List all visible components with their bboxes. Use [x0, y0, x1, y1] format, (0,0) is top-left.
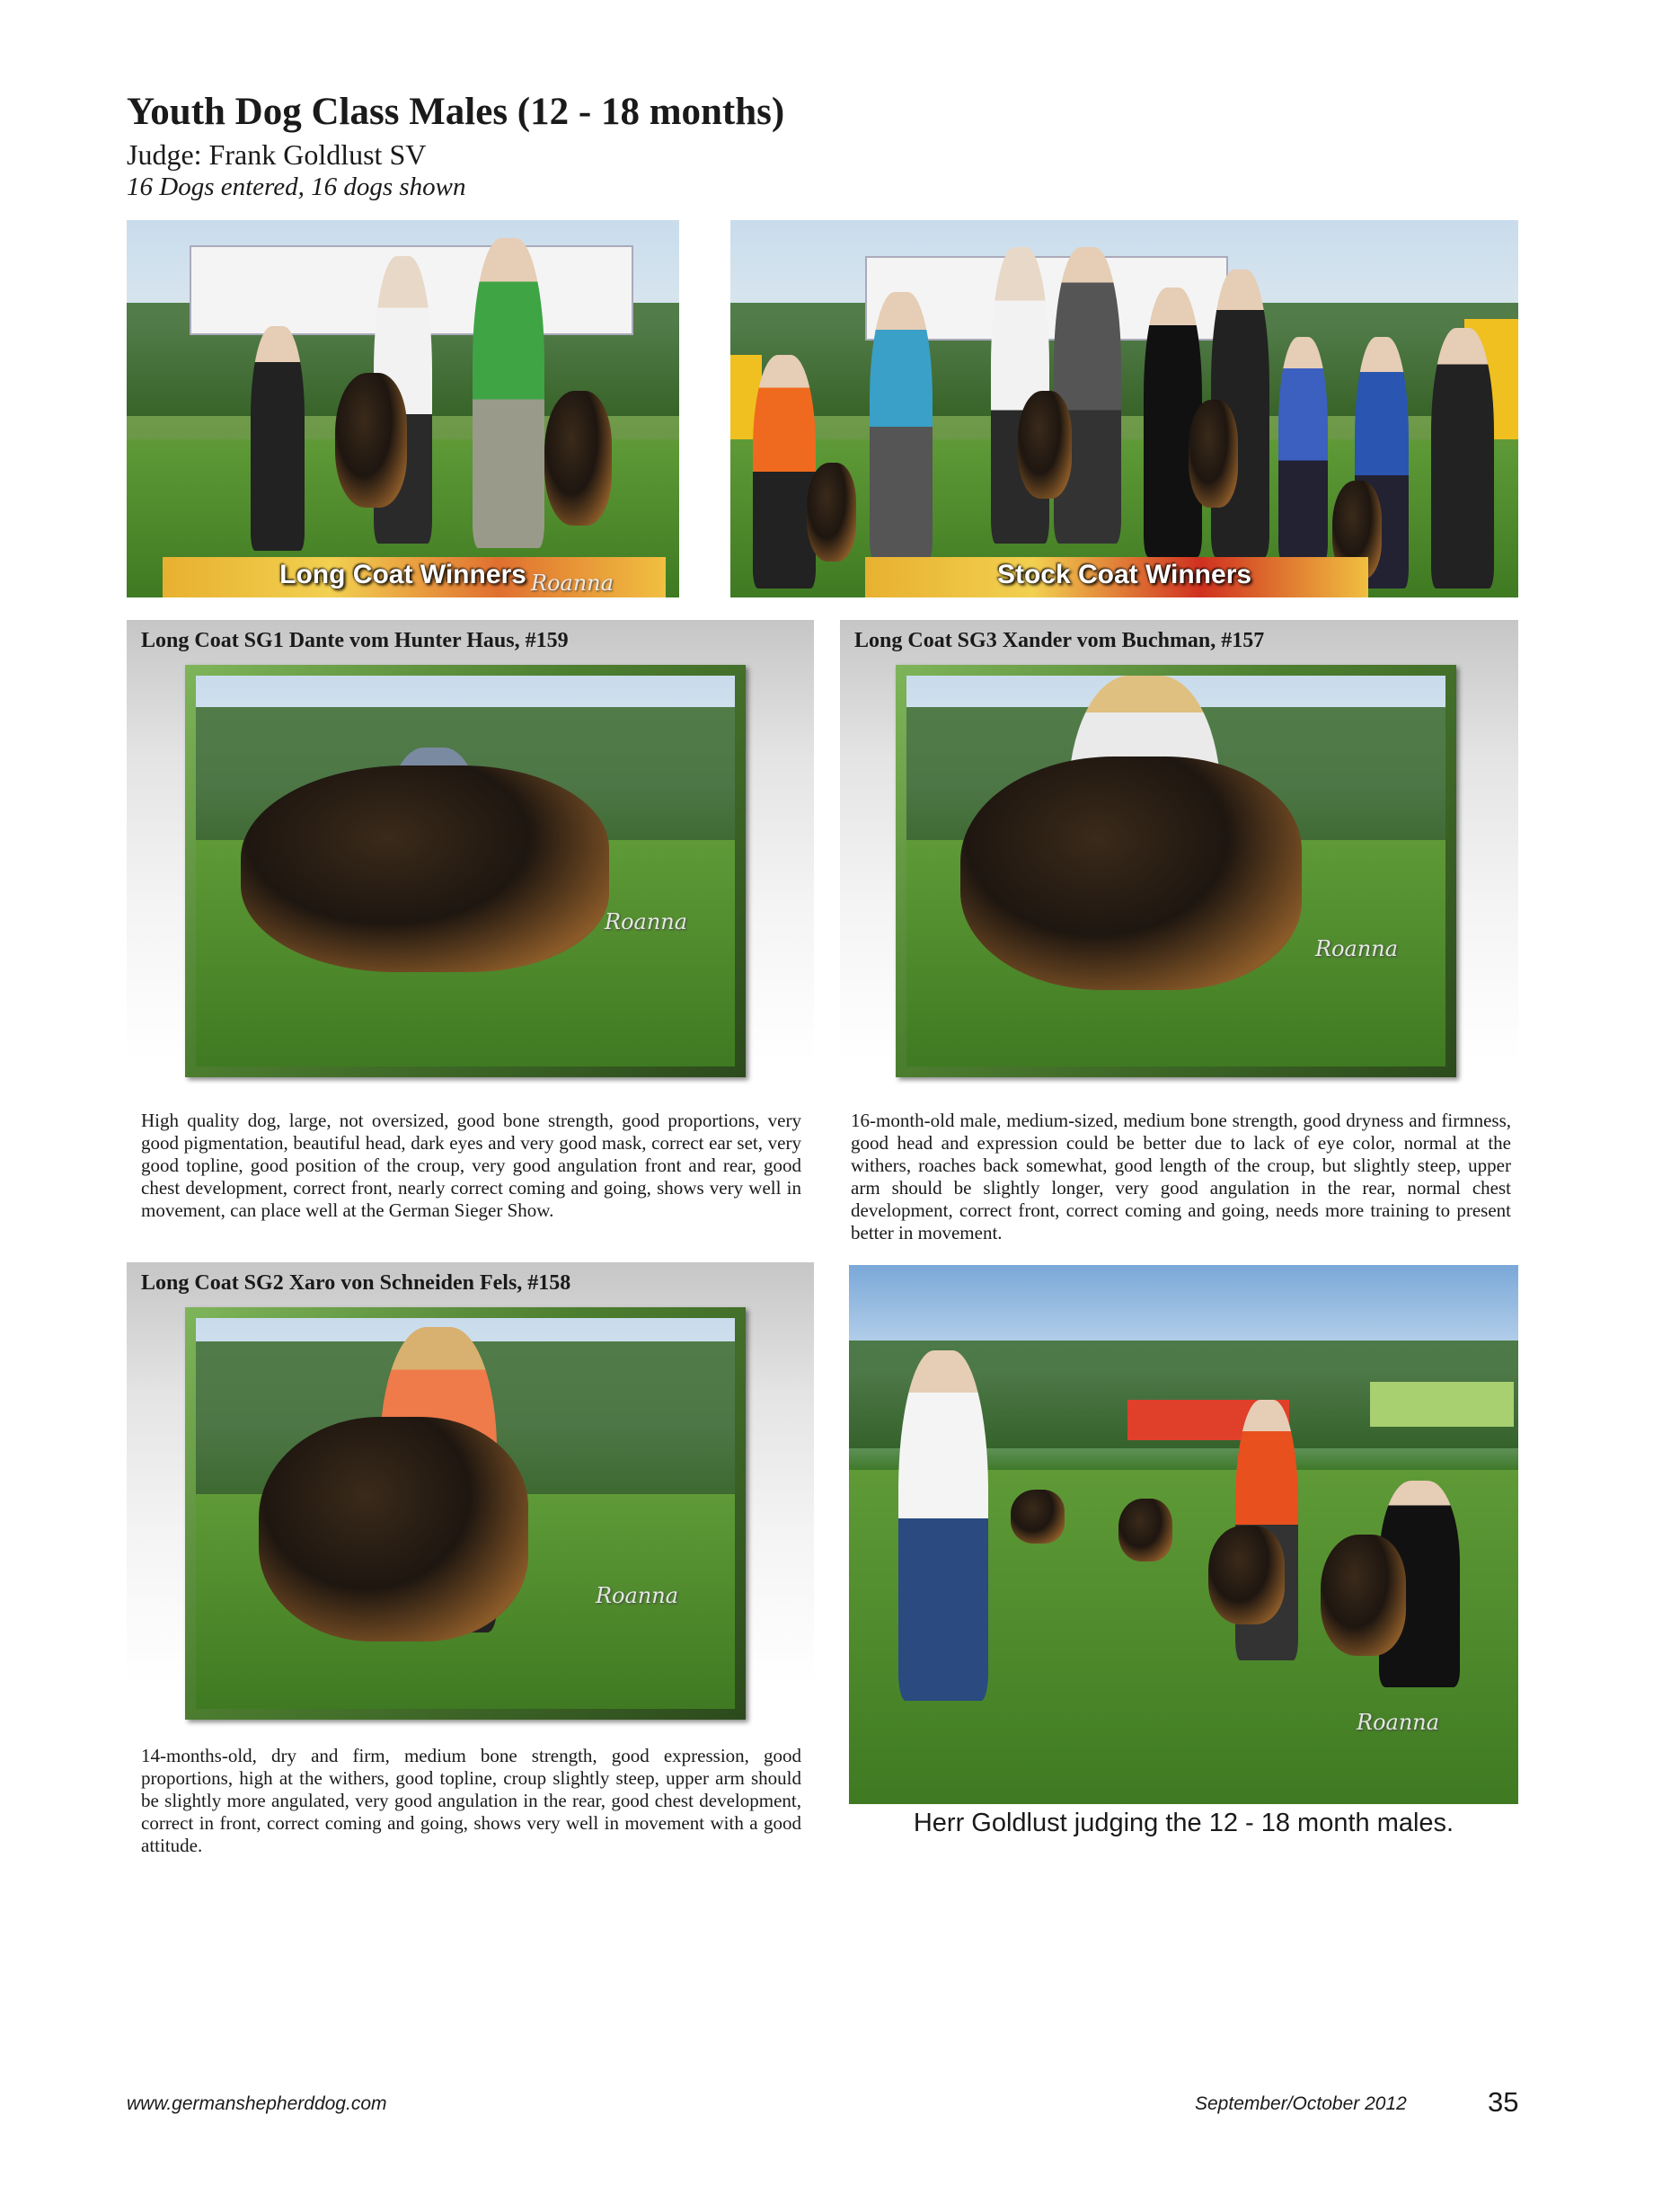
footer-date: September/October 2012 [1195, 2093, 1407, 2114]
stock-coat-winners-caption: Stock Coat Winners [996, 560, 1252, 589]
judge-line: Judge: Frank Goldlust SV [127, 138, 427, 171]
photo-watermark: Roanna [531, 571, 614, 596]
long-coat-winners-photo [127, 220, 679, 597]
photo-watermark: Roanna [1315, 936, 1399, 961]
photo-watermark: Roanna [605, 909, 688, 934]
photo-watermark: Roanna [1357, 1710, 1440, 1735]
sg1-description: High quality dog, large, not oversized, good bone strength, good proportions, very good pigmentation, beautiful head, dark eyes and very good mask, correct ear set, very good topline, good position of the croup, very good angulation front and rear, good chest development, correct front, nearly correct coming and going, shows very well in movement, can place well at the German Sieger Show. [141, 1110, 801, 1221]
sg2-panel [127, 1262, 814, 1864]
long-coat-winners-caption: Long Coat Winners [279, 560, 526, 589]
judging-photo [849, 1265, 1518, 1804]
sg1-title: Long Coat SG1 Dante vom Hunter Haus, #159 [141, 629, 569, 652]
entries-line: 16 Dogs entered, 16 dogs shown [127, 173, 466, 201]
sg1-panel [127, 620, 814, 1251]
sg3-photo-frame [896, 665, 1456, 1077]
footer-url: www.germanshepherddog.com [127, 2093, 387, 2114]
sg2-photo-frame [185, 1307, 746, 1720]
sg3-description: 16-month-old male, medium-sized, medium bone strength, good dryness and firmness, good head and expression could be better due to lack of eye color, normal at the withers, roaches back somewhat, good length of the croup, but slightly steep, upper arm should be slightly longer, very good angulation in the rear, normal chest development, correct front, correct coming and going, needs more training to present better in movement. [851, 1110, 1511, 1243]
sg2-dog-photo [196, 1318, 735, 1709]
page-title: Youth Dog Class Males (12 - 18 months) [127, 91, 785, 133]
sg3-title: Long Coat SG3 Xander vom Buchman, #157 [854, 629, 1265, 652]
page-number: 35 [1488, 2086, 1519, 2118]
judging-photo-caption: Herr Goldlust judging the 12 - 18 month males. [913, 1809, 1454, 1837]
sg2-title: Long Coat SG2 Xaro von Schneiden Fels, #158 [141, 1271, 571, 1295]
sg1-dog-photo [196, 676, 735, 1066]
sg2-description: 14-months-old, dry and firm, medium bone strength, good expression, good proportions, high at the withers, good topline, croup slightly steep, upper arm should be slightly more angulated, very good angulation in the rear, good chest development, correct in front, correct coming and going, shows very well in movement with a good attitude. [141, 1745, 801, 1856]
sg3-dog-photo [906, 676, 1445, 1066]
sg1-photo-frame [185, 665, 746, 1077]
sg3-panel [840, 620, 1518, 1251]
photo-watermark: Roanna [596, 1583, 679, 1608]
stock-coat-winners-photo [730, 220, 1518, 597]
